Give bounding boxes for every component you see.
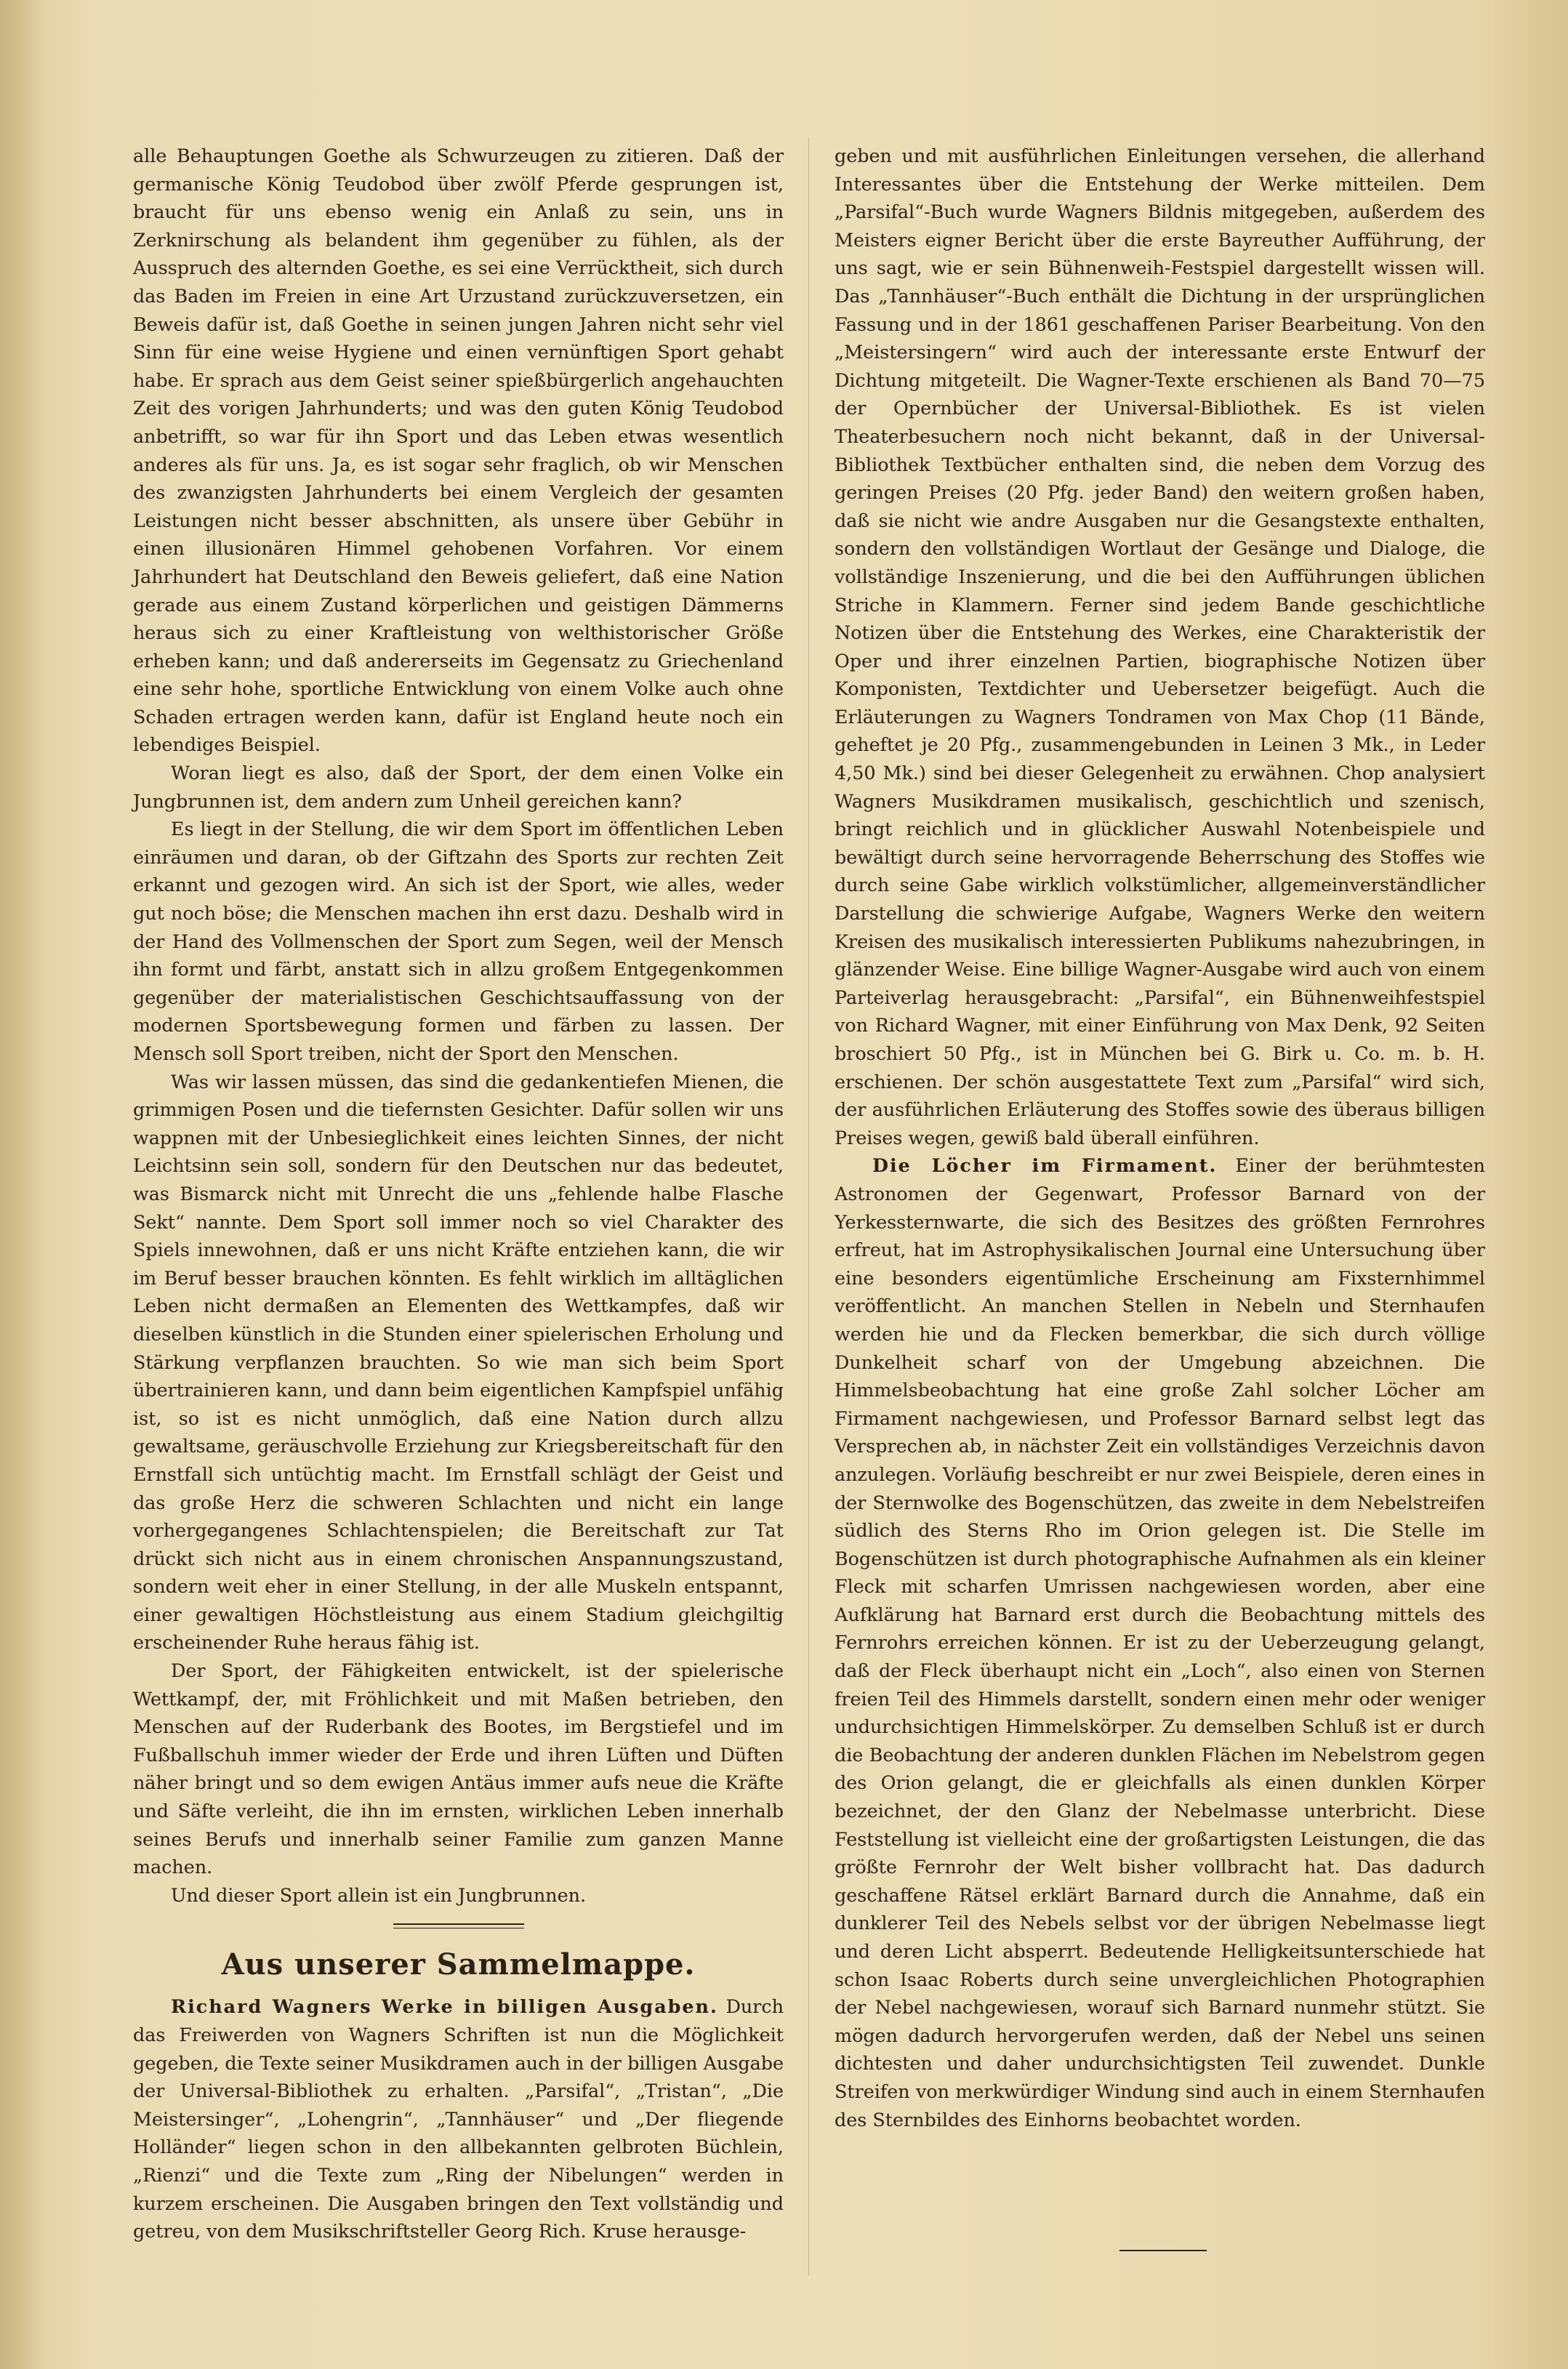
article-body: Einer der berühmtesten Astronomen der Gegenwart, Professor Barnard von der Yerkessternwarte, die sich des Besitzes des größten Fernrohres erfreut, hat im Astrophysikalischen Journal eine Untersuchung über eine besonders eigentümliche Erscheinung am Fixsternhimmel veröffentlicht. An manchen Stellen in Nebeln und Sternhaufen werden hie und da Flecken bemerkbar, die sich durch völlige Dunkelheit scharf von der Umgebung abzeichnen. Die Himmelsbeobachtung hat eine große Zahl solcher Löcher am Firmament nachgewiesen, und Professor Barnard selbst legt das Versprechen ab, in nächster Zeit ein vollständiges Verzeichnis davon anzulegen. Vorläufig beschreibt er nur zwei Beispiele, deren eines in der Sternwolke des Bogenschützen, das zweite in dem Nebelstreifen südlich des Sterns Rho im Orion gelegen ist. Die Stelle im Bogenschützen ist durch photographische Aufnahmen als ein kleiner Fleck mit scharfen Umrissen nachgewiesen worden, aber eine Aufklärung hat Barnard erst durch die Beobachtung mittels des Fernrohrs erreichen können. Er ist zu der Ueberzeugung gelangt, daß der Fleck überhaupt nicht ein „Loch“, also einen von Sternen freien Teil des Himmels darstellt, sondern einen mehr oder weniger undurchsichtigen Himmelskörper. Zu demselben Schluß ist er durch die Beobachtung der anderen dunklen Flächen im Nebelstrom gegen des Orion gelangt, die er gleichfalls als einen dunklen Körper bezeichnet, der den Glanz der Nebelmasse unterbricht. Diese Feststellung ist vielleicht eine der großartigsten Leistungen, die das größte Fernrohr der Welt bisher vollbracht hat. Das dadurch geschaffene Rätsel erklärt Barnard durch die Annahme, daß ein dunklerer Teil des Nebels selbst vor der übrigen Nebelmasse liegt und deren Licht absperrt. Bedeutende Helligkeitsunterschiede hat schon Isaac Roberts durch seine unvergleichlichen Photographien der Nebel nachgewiesen, worauf sich Barnard nunmehr stützt. Sie mögen dadurch hervorgerufen werden, daß der Nebel uns seinen dichtesten und daher undurchsichtigsten Teil zuwendet. Dunkle Streifen von merkwürdiger Windung sind auch in einem Sternhaufen des Sternbildes des Einhorns beobachtet worden. <box>835 1154 1485 2131</box>
article-lead: Die Löcher im Firmament. <box>872 1154 1218 1177</box>
paragraph: geben und mit ausführlichen Einleitungen versehen, die allerhand Interessantes über die Entstehung der Werke mitteilen. Dem „Parsifal“-Buch wurde Wagners Bildnis mitgegeben, außerdem des Meisters eigner Bericht über die erste Bayreuther Aufführung, der uns sagt, wie er sein Bühnenweih-Festspiel dargestellt wissen will. Das „Tannhäuser“-Buch enthält die Dichtung in der ursprünglichen Fassung und in der 1861 geschaffenen Pariser Bearbeitung. Von den „Meistersingern“ wird auch der interessante erste Entwurf der Dichtung mitgeteilt. Die Wagner-Texte erschienen als Band 70—75 der Opernbücher der Universal-Bibliothek. Es ist vielen Theaterbesuchern noch nicht bekannt, daß in der Universal-Bibliothek Textbücher enthalten sind, die neben dem Vorzug des geringen Preises (20 Pfg. jeder Band) den weitern großen haben, daß sie nicht wie andre Ausgaben nur die Gesangstexte enthalten, sondern den vollständigen Wortlaut der Gesänge und Dialoge, die vollständige Inszenierung, und die bei den Aufführungen üblichen Striche in Klammern. Ferner sind jedem Bande geschichtliche Notizen über die Entstehung des Werkes, eine Charakteristik der Oper und ihrer einzelnen Partien, biographische Notizen über Komponisten, Textdichter und Uebersetzer beigefügt. Auch die Erläuterungen zu Wagners Tondramen von Max Chop (11 Bände, geheftet je 20 Pfg., zusammengebunden in Leinen 3 Mk., in Leder 4,50 Mk.) sind bei dieser Gelegenheit zu erwähnen. Chop analysiert Wagners Musikdramen musikalisch, geschichtlich und szenisch, bringt reichlich und in glücklicher Auswahl Notenbeispiele und bewältigt durch seine hervorragende Beherrschung des Stoffes wie durch seine Gabe wirklich volkstümlicher, allgemeinverständlicher Darstellung die schwierige Aufgabe, Wagners Werke den weitern Kreisen des musikalisch interessierten Publikums nahezubringen, in glänzender Weise. Eine billige Wagner-Ausgabe wird auch von einem Parteiverlag herausgebracht: „Parsifal“, ein Bühnenweihfestspiel von Richard Wagner, mit einer Einführung von Max Denk, 92 Seiten broschiert 50 Pfg., ist in München bei G. Birk u. Co. m. b. H. erschienen. Der schön ausgestattete Text zum „Parsifal“ wird sich, der ausführlichen Erläuterung des Stoffes sowie des überaus billigen Preises wegen, gewiß bald überall einführen. <box>835 145 1485 1149</box>
divider-rule <box>393 1923 524 1928</box>
section-body: Durch das Freiwerden von Wagners Schriften ist nun die Möglichkeit gegeben, die Texte seiner Musikdramen auch in der billigen Ausgabe der Universal-Bibliothek zu erhalten. „Parsifal“, „Tristan“, „Die Meistersinger“, „Lohengrin“, „Tannhäuser“ und „Der fliegende Holländer“ liegen schon in den allbekannten gelbroten Büchlein, „Rienzi“ und die Texte zum „Ring der Nibelungen“ werden in kurzem erscheinen. Die Ausgaben bringen den Text vollständig und getreu, von dem Musikschriftsteller Georg Rich. Kruse herausge- <box>133 1995 784 2243</box>
paragraph: Der Sport, der Fähigkeiten entwickelt, ist der spielerische Wettkampf, der, mit Fröhlichkeit und mit Maßen betrieben, den Menschen auf der Ruderbank des Bootes, im Bergstiefel und im Fußballschuh immer wieder der Erde und ihren Lüften und Düften näher bringt und so dem ewigen Antäus immer aufs neue die Kräfte und Säfte verleiht, die ihn im ernsten, wirklichen Leben innerhalb seines Berufs und innerhalb seiner Familie zum ganzen Manne machen. <box>133 1660 784 1878</box>
column-gutter <box>808 138 809 2275</box>
section-title: Aus unserer Sammelmappe. <box>221 1947 696 1982</box>
right-column <box>835 142 1485 2133</box>
section-paragraph <box>133 1992 784 2245</box>
page-edge-shadow <box>0 0 44 2369</box>
paragraph: alle Behauptungen Goethe als Schwurzeugen zu zitieren. Daß der germanische König Teudobod über zwölf Pferde gesprungen ist, braucht für uns ebenso wenig ein Anlaß zu sein, uns in Zerknirschung als belandent ihm gegenüber zu fühlen, als der Ausspruch des alternden Goethe, es sei eine Verrücktheit, sich durch das Baden im Freien in eine Art Urzustand zurückzuversetzen, ein Beweis dafür ist, daß Goethe in seinen jungen Jahren nicht sehr viel Sinn für eine weise Hygiene und einen vernünftigen Sport gehabt habe. Er sprach aus dem Geist seiner spießbürgerlich angehauchten Zeit des vorigen Jahrhunderts; und was den guten König Teudobod anbetrifft, so war für ihn Sport und das Leben etwas wesentlich anderes als für uns. Ja, es ist sogar sehr fraglich, ob wir Menschen des zwanzigsten Jahrhunderts bei einem Vergleich der gesamten Leistungen nicht besser abschnitten, als unsere über Gebühr in einen illusionären Himmel gehobenen Vorfahren. Vor einem Jahrhundert hat Deutschland den Beweis geliefert, daß eine Nation gerade aus einem Zustand körperlichen und geistigen Dämmerns heraus sich zu einer Kraftleistung von welthistorischer Größe erheben kann; und daß andererseits im Gegensatz zu Griechenland eine sehr hohe, sportliche Entwicklung von einem Volke auch ohne Schaden ertragen werden kann, dafür ist England heute noch ein lebendiges Beispiel. <box>133 145 784 756</box>
section-lead: Richard Wagners Werke in billigen Ausgaben. <box>171 1995 718 2018</box>
end-rule <box>1119 2250 1207 2253</box>
paragraph: Woran liegt es also, daß der Sport, der dem einen Volke ein Jungbrunnen ist, dem andern zum Unheil gereichen kann? <box>133 762 784 812</box>
paragraph: Was wir lassen müssen, das sind die gedankentiefen Mienen, die grimmigen Posen und die tiefernsten Gesichter. Dafür sollen wir uns wappnen mit der Unbesieglichkeit eines leichten Sinnes, der nicht Leichtsinn sein soll, sondern für den Deutschen nur das bedeutet, was Bismarck nicht mit Unrecht die uns „fehlende halbe Flasche Sekt“ nannte. Dem Sport soll immer noch so viel Charakter des Spiels innewohnen, daß er uns nicht Kräfte entziehen kann, die wir im Beruf besser brauchen könnten. Es fehlt wirklich im alltäglichen Leben nicht dermaßen an Elementen des Wettkampfes, daß wir dieselben künstlich in die Stunden einer spielerischen Erholung und Stärkung verpflanzen brauchten. So wie man sich beim Sport übertrainieren kann, und dann beim eigentlichen Kampfspiel unfähig ist, so ist es nicht unmöglich, daß eine Nation durch allzu gewaltsame, geräuschvolle Erziehung zur Kriegsbereitschaft für den Ernstfall sich untüchtig macht. Im Ernstfall schlägt der Geist und das große Herz die schweren Schlachten und nicht ein lange vorhergegangenes Schlachtenspielen; die Bereitschaft zur Tat drückt sich nicht aus in einem chronischen Anspannungszustand, sondern weit eher in einer Stellung, in der alle Muskeln entspannt, einer gewaltigen Höchstleistung aus einem Stadium gleichgiltig erscheinender Ruhe heraus fähig ist. <box>133 1070 784 1654</box>
article-paragraph <box>835 1151 1485 2133</box>
paragraph: Und dieser Sport allein ist ein Jungbrunnen. <box>171 1883 587 1906</box>
left-column <box>133 142 784 2245</box>
paragraph: Es liegt in der Stellung, die wir dem Sport im öffentlichen Leben einräumen und daran, ob der Giftzahn des Sports zur rechten Zeit erkannt und gezogen wird. An sich ist der Sport, wie alles, weder gut noch böse; die Menschen machen ihn erst dazu. Deshalb wird in der Hand des Vollmenschen der Sport zum Segen, weil der Mensch ihn formt und färbt, anstatt sich in allzu großem Entgegenkommen gegenüber der materialistischen Geschichtsauffassung von der modernen Sportsbewegung formen und färben zu lassen. Der Mensch soll Sport treiben, nicht der Sport den Menschen. <box>133 818 784 1064</box>
